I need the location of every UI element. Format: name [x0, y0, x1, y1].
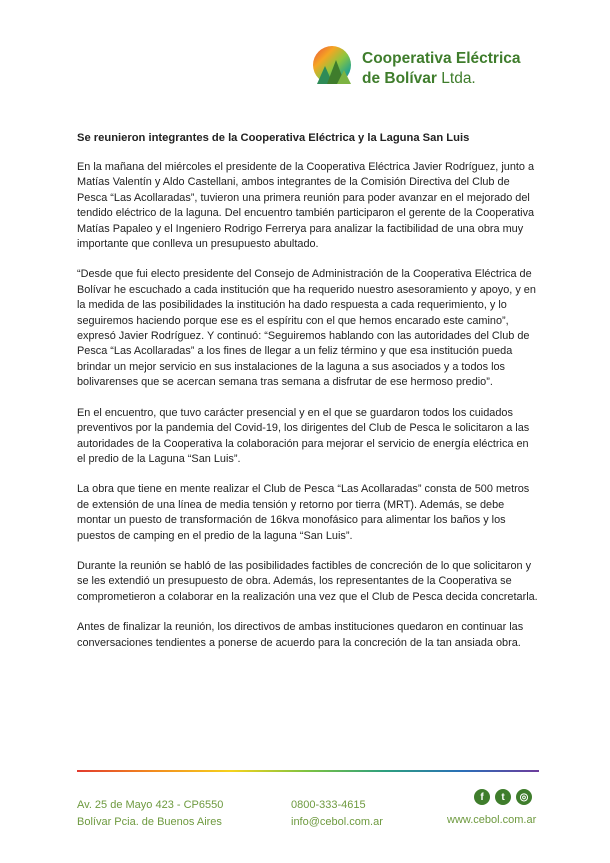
social-links	[474, 789, 532, 805]
paragraph: En el encuentro, que tuvo carácter presencial y en el que se guardaron todos los cuidados preventivos por la pandemia del Covid-19, los dirigentes del Club de Pesca le solicitaron a las autoridades de la Cooperativa la colaboración para mejorar el servicio de energía eléctrica en el predio de la Laguna “San Luis”.	[77, 406, 530, 465]
address-line2: Bolívar Pcia. de Buenos Aires	[77, 816, 222, 828]
footer-divider	[77, 770, 539, 772]
twitter-icon[interactable]: t	[495, 789, 511, 805]
paragraph: La obra que tiene en mente realizar el Club de Pesca “Las Acollaradas” consta de 500 metros de extensión de una línea de media tensión y retorno por tierra (MRT). Además, se debe montar un puesto de transformación de 16kva monofásico para alimentar los baños y los puestos de camping en el predio de la laguna “San Luis”.	[77, 483, 530, 542]
paragraph: “Desde que fui electo presidente del Consejo de Administración de la Cooperativa Eléctrica de Bolívar he escuchado a cada institución que ha requerido nuestro asesoramiento y apoyo, y en la medida de las posibilidades la institución ha dado respuesta a cada requerimiento, y lo seguiremos haciendo porque ese es el espíritu con el que hemos encarado este camino”, expresó Javier Rodríguez. Y continuó: “Seguiremos hablando con las autoridades del Club de Pesca “Las Acollaradas” a los fines de llegar a un feliz término y que esa institución pueda brindar un mejor servicio en sus instalaciones de la laguna a sus asociados y a todos los bolivarenses que se acercan semana tras semana a disfrutar de ese hermoso predio”.	[77, 268, 536, 389]
brand-logo	[309, 44, 551, 94]
phone-number[interactable]: 0800-333-4615	[291, 799, 366, 811]
brand-name-line1: Cooperativa Eléctrica	[362, 50, 521, 67]
brand-suffix: Ltda.	[441, 70, 476, 87]
email-address[interactable]: info@cebol.com.ar	[291, 816, 383, 828]
website-link[interactable]: www.cebol.com.ar	[447, 814, 537, 826]
footer-contact	[291, 797, 383, 831]
instagram-icon[interactable]: ◎	[516, 789, 532, 805]
cooperative-logo-icon	[309, 44, 355, 90]
paragraph: Antes de finalizar la reunión, los directivos de ambas instituciones quedaron en continuar las conversaciones tendientes a ponerse de acuerdo para la concreción de la tan ansiada obra.	[77, 621, 524, 649]
paragraph: En la mañana del miércoles el presidente de la Cooperativa Eléctrica Javier Rodríguez, junto a Matías Valentín y Aldo Castellani, ambos integrantes de la Comisión Directiva del Club de Pesca “Las Acollaradas”, tuvieron una primera reunión para poder avanzar en el mejorado del tendido eléctrico de la laguna. Del encuentro también participaron el gerente de la Cooperativa Matías Papaleo y el Ingeniero Rodrigo Ferrerya para analizar la factibilidad de una obra muy importante que conlleva un presupuesto abultado.	[77, 161, 535, 251]
article-title: Se reunieron integrantes de la Cooperativa Eléctrica y la Laguna San Luis	[77, 132, 470, 144]
paragraph: Durante la reunión se habló de las posibilidades factibles de concreción de lo que solicitaron y se les extendió un presupuesto de obra. Además, los representantes de la Cooperativa se comprometieron a colaborar en la realización una vez que el Club de Pesca decida concretarla.	[77, 559, 538, 603]
facebook-icon[interactable]: f	[474, 789, 490, 805]
footer-address	[77, 797, 223, 831]
article-body	[77, 131, 539, 666]
address-line1: Av. 25 de Mayo 423 - CP6550	[77, 799, 224, 811]
brand-name-line2: de Bolívar	[362, 70, 437, 87]
